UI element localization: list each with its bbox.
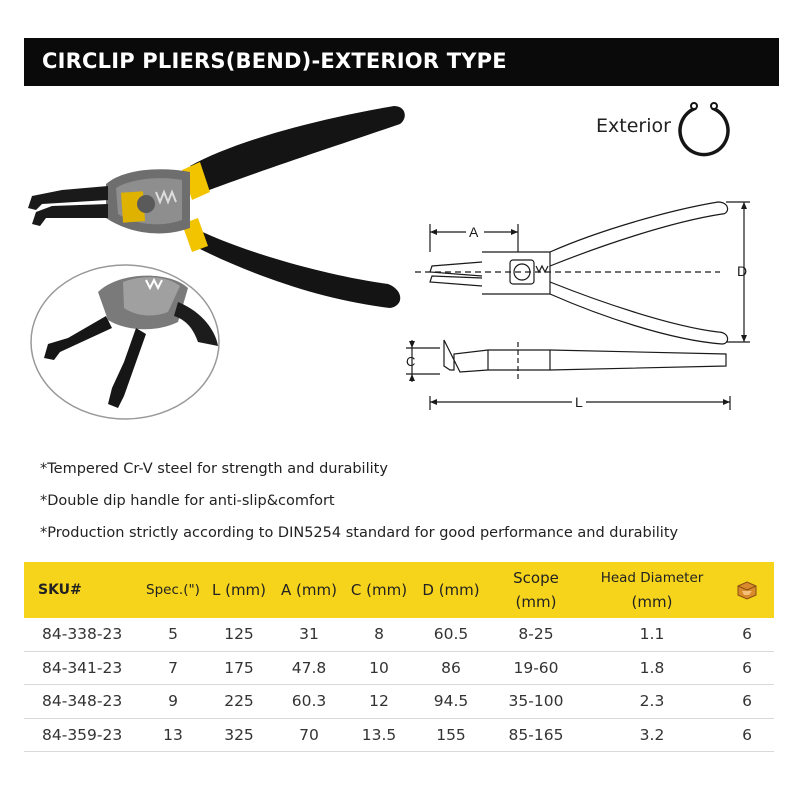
header-c: C (mm): [344, 562, 414, 618]
cell-a: 60.3: [274, 685, 344, 719]
header-box-quantity: [720, 562, 774, 618]
cell-d: 60.5: [414, 618, 488, 651]
dimension-a-label: A: [469, 224, 479, 240]
header-head-line2: (mm): [631, 593, 673, 611]
table-row: [24, 718, 774, 752]
cell-length: 175: [204, 651, 274, 685]
dimension-l-label: L: [575, 394, 583, 410]
cell-length: 125: [204, 618, 274, 651]
cell-sku: 84-341-23: [24, 651, 142, 685]
cell-d: 155: [414, 718, 488, 752]
table-row: [24, 618, 774, 651]
cell-c: 10: [344, 651, 414, 685]
header-d: D (mm): [414, 562, 488, 618]
cell-d: 94.5: [414, 685, 488, 719]
cell-c: 8: [344, 618, 414, 651]
circlip-ring-icon: [674, 100, 734, 160]
cell-spec: 5: [142, 618, 204, 651]
cell-c: 13.5: [344, 718, 414, 752]
cell-d: 86: [414, 651, 488, 685]
exterior-label: Exterior: [596, 115, 671, 137]
cell-sku: 84-348-23: [24, 685, 142, 719]
cell-a: 70: [274, 718, 344, 752]
header-sku: SKU#: [24, 562, 142, 618]
cell-c: 12: [344, 685, 414, 719]
cell-quantity: 6: [720, 618, 774, 651]
cell-a: 31: [274, 618, 344, 651]
cell-sku: 84-359-23: [24, 718, 142, 752]
title-bar: [24, 38, 779, 86]
header-l: L (mm): [204, 562, 274, 618]
cell-quantity: 6: [720, 718, 774, 752]
header-head-diameter: [584, 562, 720, 618]
cell-length: 325: [204, 718, 274, 752]
cell-head-diameter: 1.8: [584, 651, 720, 685]
technical-drawing: [400, 190, 760, 420]
header-head-line1: Head Diameter: [600, 570, 704, 586]
table-row: [24, 685, 774, 719]
header-spec: Spec.("): [142, 562, 204, 618]
spec-table: [24, 562, 774, 752]
cell-quantity: 6: [720, 651, 774, 685]
dimension-c-label: C: [406, 354, 416, 369]
cell-a: 47.8: [274, 651, 344, 685]
page-title: CIRCLIP PLIERS(BEND)-EXTERIOR TYPE: [42, 49, 507, 73]
pliers-closeup-photo: [28, 262, 223, 422]
cell-head-diameter: 2.3: [584, 685, 720, 719]
header-a: A (mm): [274, 562, 344, 618]
cell-spec: 7: [142, 651, 204, 685]
feature-list: [40, 458, 678, 554]
feature-item: *Double dip handle for anti-slip&comfort: [40, 493, 335, 509]
cell-quantity: 6: [720, 685, 774, 719]
cell-length: 225: [204, 685, 274, 719]
cell-head-diameter: 3.2: [584, 718, 720, 752]
box-icon: [736, 579, 758, 601]
feature-item: *Production strictly according to DIN5254 standard for good performance and durability: [40, 525, 679, 541]
cell-sku: 84-338-23: [24, 618, 142, 651]
table-row: [24, 651, 774, 685]
dimension-d-label: D: [737, 263, 748, 279]
cell-head-diameter: 1.1: [584, 618, 720, 651]
cell-scope: 19-60: [488, 651, 584, 685]
feature-item: *Tempered Cr-V steel for strength and durability: [40, 461, 388, 477]
cell-scope: 35-100: [488, 685, 584, 719]
header-scope-line1: Scope: [513, 569, 559, 587]
cell-scope: 8-25: [488, 618, 584, 651]
cell-spec: 9: [142, 685, 204, 719]
cell-spec: 13: [142, 718, 204, 752]
cell-scope: 85-165: [488, 718, 584, 752]
table-header-row: [24, 562, 774, 618]
header-scope-line2: (mm): [515, 593, 557, 611]
header-scope: [488, 562, 584, 618]
